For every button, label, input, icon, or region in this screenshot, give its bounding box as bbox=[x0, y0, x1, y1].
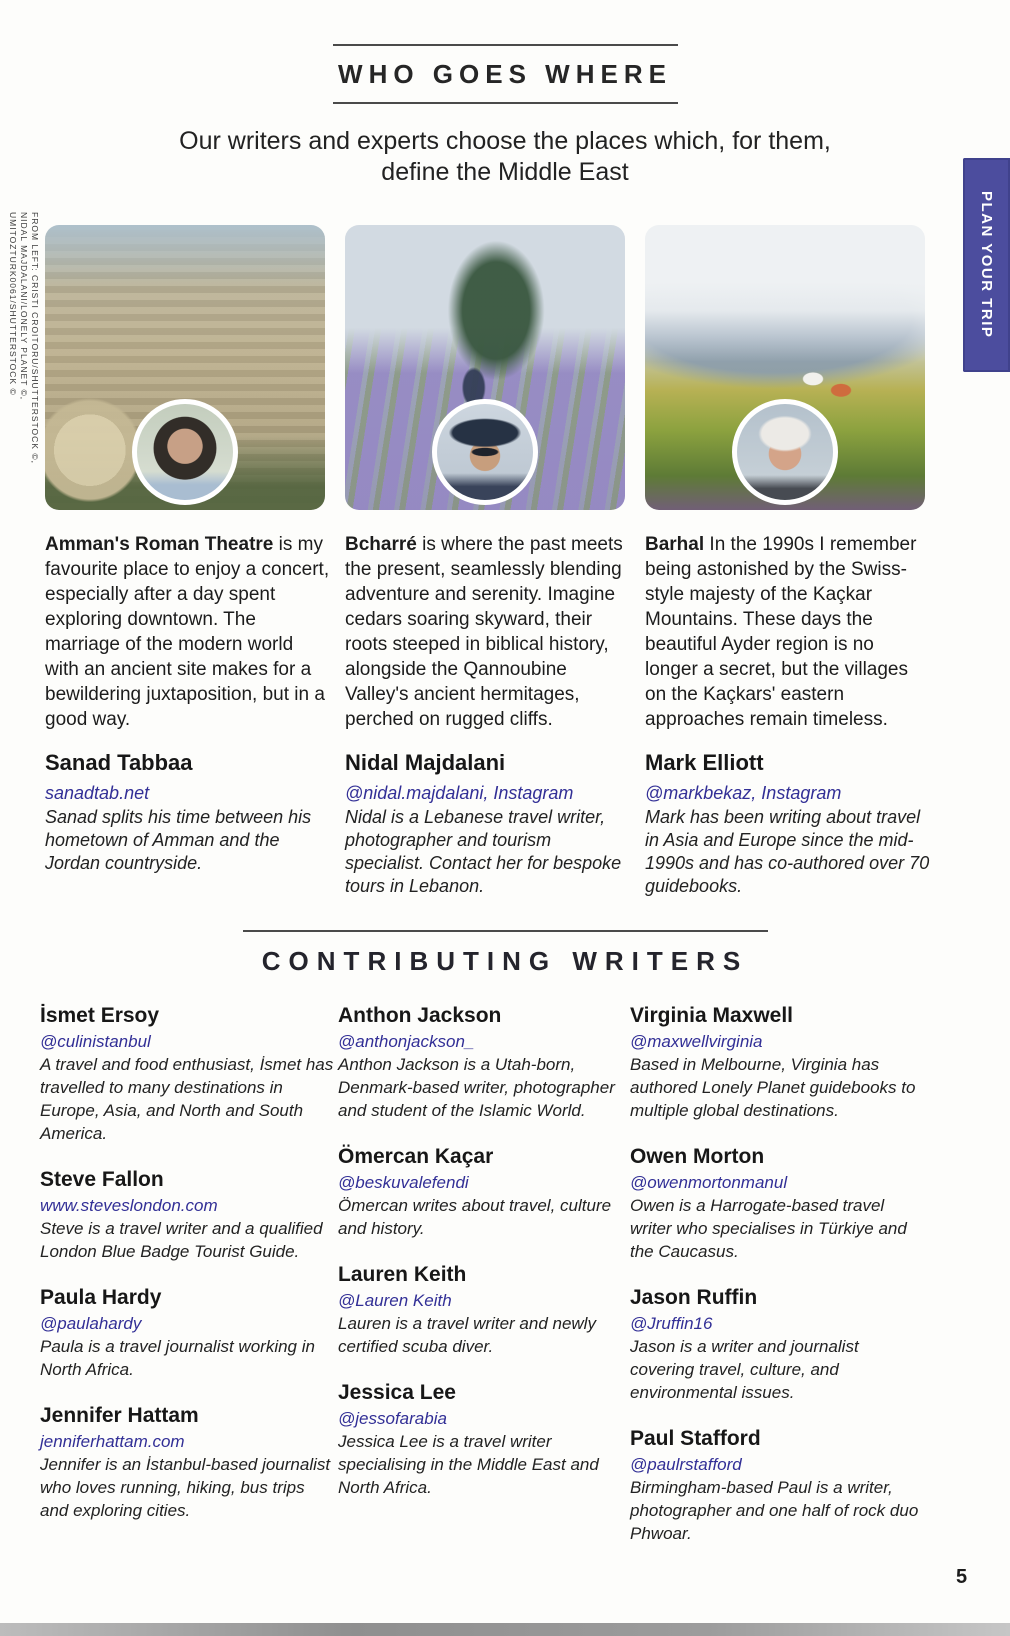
writer-name: Paul Stafford bbox=[630, 1427, 761, 1450]
featured-amman bbox=[45, 225, 330, 875]
featured-barhal-body: In the 1990s I remember being astonished by the Swiss-style majesty of the Kaçkar Mountains. These days the beautiful Ayder region is no longer a secret, but the villages on the Kaçkars' eastern approaches remain timeless. bbox=[645, 534, 917, 730]
writer-name: Virginia Maxwell bbox=[630, 1004, 794, 1027]
writer-bio: Jennifer is an İstanbul-based journalist who loves running, hiking, bus trips and exploring cities. bbox=[40, 1455, 331, 1520]
bcharre-lavender-photo bbox=[345, 225, 625, 510]
writer-name: Nidal Majdalani bbox=[345, 750, 506, 775]
writer-name: Paula Hardy bbox=[40, 1286, 162, 1309]
writer-handle: @Lauren Keith bbox=[338, 1291, 452, 1310]
writer-handle: @Jruffin16 bbox=[630, 1314, 713, 1333]
sanad-tabbaa-portrait bbox=[132, 399, 238, 505]
writer-bio: Based in Melbourne, Virginia has authored Lonely Planet guidebooks to multiple global destinations. bbox=[630, 1055, 916, 1120]
writer-handle: @markbekaz, Instagram bbox=[645, 783, 842, 803]
featured-bcharre-body: is where the past meets the present, seamlessly blending adventure and serenity. Imagine cedars soaring skyward, their roots steeped in biblical history, alongside the Qannoubine Valley's ancient hermitages, perched on rugged cliffs. bbox=[345, 534, 623, 730]
writer-bio: Jason is a writer and journalist covering travel, culture, and environmental issues. bbox=[630, 1337, 859, 1402]
header bbox=[0, 44, 1010, 188]
writer-handle: @jessofarabia bbox=[338, 1409, 447, 1428]
writer-name: Lauren Keith bbox=[338, 1263, 467, 1286]
writer-entry bbox=[338, 1003, 633, 1122]
writer-entry bbox=[338, 1144, 633, 1240]
photo-credit bbox=[7, 212, 40, 512]
writer-name: Jennifer Hattam bbox=[40, 1404, 199, 1427]
writer-entry bbox=[40, 1285, 335, 1381]
writer-bio: A travel and food enthusiast, İsmet has travelled to many destinations in Europe, Asia, and North and South America. bbox=[40, 1055, 334, 1143]
writer-handle: jenniferhattam.com bbox=[40, 1432, 185, 1451]
plan-your-trip-tab bbox=[963, 158, 1010, 372]
writer-entry bbox=[338, 1262, 633, 1358]
writer-handle: @beskuvalefendi bbox=[338, 1173, 469, 1192]
page-number: 5 bbox=[956, 1566, 968, 1588]
writer-name: Sanad Tabbaa bbox=[45, 750, 193, 775]
writers-column-1 bbox=[40, 1003, 335, 1544]
writer-handle: www.steveslondon.com bbox=[40, 1196, 218, 1215]
writer-bio: Jessica Lee is a travel writer specialising in the Middle East and North Africa. bbox=[338, 1432, 599, 1497]
contributing-writers-header bbox=[0, 930, 1010, 977]
contributing-writers-title: CONTRIBUTING WRITERS bbox=[261, 946, 749, 976]
featured-bcharre-text bbox=[345, 532, 630, 732]
nidal-majdalani-portrait bbox=[432, 399, 538, 505]
writer-bio: Steve is a travel writer and a qualified London Blue Badge Tourist Guide. bbox=[40, 1219, 323, 1261]
writer-name: Jessica Lee bbox=[338, 1381, 456, 1404]
writer-name: Anthon Jackson bbox=[338, 1004, 502, 1027]
writer-entry bbox=[630, 1144, 925, 1263]
amman-roman-theatre-photo bbox=[45, 225, 325, 510]
writer-name: Jason Ruffin bbox=[630, 1286, 758, 1309]
writer-handle: @maxwellvirginia bbox=[630, 1032, 763, 1051]
featured-barhal-text bbox=[645, 532, 930, 732]
writers-column-3 bbox=[630, 1003, 925, 1567]
writer-name: Steve Fallon bbox=[40, 1168, 164, 1191]
writer-name: Ömercan Kaçar bbox=[338, 1145, 494, 1168]
featured-bcharre-lead: Bcharré bbox=[345, 534, 417, 555]
writer-entry bbox=[630, 1003, 925, 1122]
writer-bio: Birmingham-based Paul is a writer, photographer and one half of rock duo Phwoar. bbox=[630, 1478, 919, 1543]
page-subtitle: Our writers and experts choose the places which, for them, define the Middle East bbox=[179, 127, 831, 186]
featured-barhal bbox=[645, 225, 930, 898]
writer-entry bbox=[40, 1167, 335, 1263]
scan-edge-artifact bbox=[0, 1623, 1010, 1636]
featured-amman-text bbox=[45, 532, 330, 732]
writer-handle: @paulahardy bbox=[40, 1314, 142, 1333]
barhal-mountains-photo bbox=[645, 225, 925, 510]
writer-bio: Paula is a travel journalist working in North Africa. bbox=[40, 1337, 315, 1379]
writer-entry bbox=[338, 1380, 633, 1499]
featured-barhal-lead: Barhal bbox=[645, 534, 705, 555]
mark-elliott-portrait bbox=[732, 399, 838, 505]
writer-name: İsmet Ersoy bbox=[40, 1004, 160, 1027]
writer-handle: @nidal.majdalani, Instagram bbox=[345, 783, 574, 803]
writer-entry bbox=[40, 1403, 335, 1522]
page-title: WHO GOES WHERE bbox=[338, 59, 672, 89]
writer-bio: Owen is a Harrogate-based travel writer who specialises in Türkiye and the Caucasus. bbox=[630, 1196, 907, 1261]
featured-amman-lead: Amman's Roman Theatre bbox=[45, 534, 274, 555]
writer-handle: @paulrstafford bbox=[630, 1455, 742, 1474]
writer-bio: Lauren is a travel writer and newly certified scuba diver. bbox=[338, 1314, 596, 1356]
writers-column-2 bbox=[338, 1003, 633, 1521]
photo-credit-line: FROM LEFT: CRISTI CROITORU/SHUTTERSTOCK ©, bbox=[30, 212, 40, 464]
writer-entry bbox=[630, 1285, 925, 1404]
featured-bcharre bbox=[345, 225, 630, 898]
writer-entry bbox=[630, 1426, 925, 1545]
featured-amman-body: is my favourite place to enjoy a concert, especially after a day spent exploring downtown. The marriage of the modern world with an ancient site makes for a bewildering juxtaposition, but in a good way. bbox=[45, 534, 330, 730]
plan-your-trip-tab-label: PLAN YOUR TRIP bbox=[978, 191, 995, 339]
writer-bio: Ömercan writes about travel, culture and history. bbox=[338, 1196, 612, 1238]
writer-bio: Nidal is a Lebanese travel writer, photographer and tourism specialist. Contact her for bespoke tours in Lebanon. bbox=[345, 807, 622, 896]
writer-entry bbox=[40, 1003, 335, 1145]
title-block bbox=[333, 44, 678, 104]
writer-handle: @owenmortonmanul bbox=[630, 1173, 788, 1192]
photo-credit-line: NIDAL MAJDALANI/LONELY PLANET ©, bbox=[19, 212, 29, 401]
section-rule bbox=[243, 930, 768, 932]
writer-bio: Sanad splits his time between his hometown of Amman and the Jordan countryside. bbox=[45, 807, 312, 873]
writer-name: Mark Elliott bbox=[645, 750, 764, 775]
writer-handle: @anthonjackson_ bbox=[338, 1032, 475, 1051]
writer-name: Owen Morton bbox=[630, 1145, 765, 1168]
photo-credit-line: UMITOZTURK0061/SHUTTERSTOCK © bbox=[8, 212, 18, 396]
writer-handle: sanadtab.net bbox=[45, 783, 150, 803]
writer-handle: @culinistanbul bbox=[40, 1032, 151, 1051]
writer-bio: Mark has been writing about travel in Asia and Europe since the mid-1990s and has co-authored over 70 guidebooks. bbox=[645, 807, 930, 896]
writer-bio: Anthon Jackson is a Utah-born, Denmark-based writer, photographer and student of the Islamic World. bbox=[338, 1055, 615, 1120]
